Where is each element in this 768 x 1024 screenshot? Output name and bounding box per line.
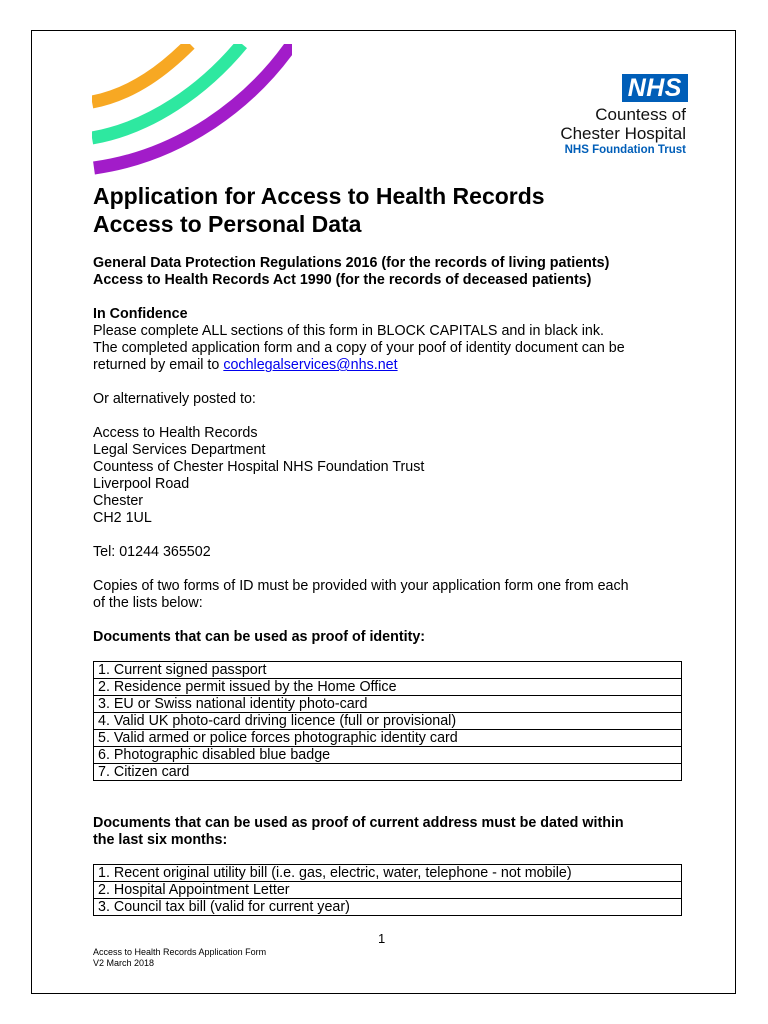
table-row <box>94 882 682 899</box>
telephone: Tel: 01244 365502 <box>93 544 211 560</box>
table-cell: 1. Current signed passport <box>94 662 682 679</box>
stripe-purple <box>94 44 292 168</box>
copies-line2: of the lists below: <box>93 595 203 611</box>
table-row <box>94 679 682 696</box>
address-documents-table <box>93 864 682 916</box>
org-name-line3: NHS Foundation Trust <box>564 144 686 156</box>
table-row <box>94 764 682 781</box>
instruction-line2: The completed application form and a copy of your poof of identity document can be <box>93 340 625 356</box>
address-line: Legal Services Department <box>93 442 266 458</box>
table-cell: 7. Citizen card <box>94 764 682 781</box>
table-cell: 3. Council tax bill (valid for current year) <box>94 899 682 916</box>
table-cell: 2. Hospital Appointment Letter <box>94 882 682 899</box>
address-line: Access to Health Records <box>93 425 258 441</box>
table-row <box>94 899 682 916</box>
page-number: 1 <box>378 931 386 946</box>
footer-version: V2 March 2018 <box>93 958 155 968</box>
alt-post-text: Or alternatively posted to: <box>93 391 256 407</box>
footer <box>93 947 266 969</box>
identity-heading: Documents that can be used as proof of identity: <box>93 629 426 645</box>
table-cell: 3. EU or Swiss national identity photo-card <box>94 696 682 713</box>
footer-form-name: Access to Health Records Application Form <box>93 947 267 957</box>
address-line: Countess of Chester Hospital NHS Foundation Trust <box>93 459 425 475</box>
table-row <box>94 713 682 730</box>
table-row <box>94 730 682 747</box>
address-line: CH2 1UL <box>93 510 152 526</box>
address-proof-heading-line2: the last six months: <box>93 832 228 848</box>
confidence-heading: In Confidence <box>93 306 188 322</box>
copies-line1: Copies of two forms of ID must be provided with your application form one from each <box>93 578 629 594</box>
email-prefix: returned by email to <box>93 357 224 373</box>
instruction-line1: Please complete ALL sections of this form in BLOCK CAPITALS and in black ink. <box>93 323 604 339</box>
stripe-orange <box>92 44 190 102</box>
address-proof-heading-line1: Documents that can be used as proof of current address must be dated within <box>93 815 624 831</box>
org-name-line1: Countess of <box>595 105 686 124</box>
nhs-badge: NHS <box>622 74 688 102</box>
identity-documents-table <box>93 661 682 781</box>
email-link[interactable]: cochlegalservices@nhs.net <box>223 357 398 373</box>
regulation-line2: Access to Health Records Act 1990 (for the records of deceased patients) <box>93 272 592 288</box>
org-name-line2: Chester Hospital <box>560 124 686 143</box>
table-row <box>94 662 682 679</box>
decorative-stripes-graphic <box>92 44 292 176</box>
table-row <box>94 865 682 882</box>
table-cell: 6. Photographic disabled blue badge <box>94 747 682 764</box>
form-body <box>93 255 693 916</box>
table-cell: 2. Residence permit issued by the Home Office <box>94 679 682 696</box>
title-line2: Access to Personal Data <box>93 211 362 237</box>
page-title <box>93 182 545 238</box>
table-cell: 4. Valid UK photo-card driving licence (full or provisional) <box>94 713 682 730</box>
nhs-trust-logo <box>528 74 688 158</box>
address-line: Liverpool Road <box>93 476 190 492</box>
instruction-line3 <box>93 357 693 374</box>
table-row <box>94 747 682 764</box>
address-line: Chester <box>93 493 144 509</box>
table-row <box>94 696 682 713</box>
table-cell: 5. Valid armed or police forces photographic identity card <box>94 730 682 747</box>
regulation-line1: General Data Protection Regulations 2016 (for the records of living patients) <box>93 255 610 271</box>
title-line1: Application for Access to Health Records <box>93 183 545 209</box>
table-cell: 1. Recent original utility bill (i.e. gas, electric, water, telephone - not mobile) <box>94 865 682 882</box>
